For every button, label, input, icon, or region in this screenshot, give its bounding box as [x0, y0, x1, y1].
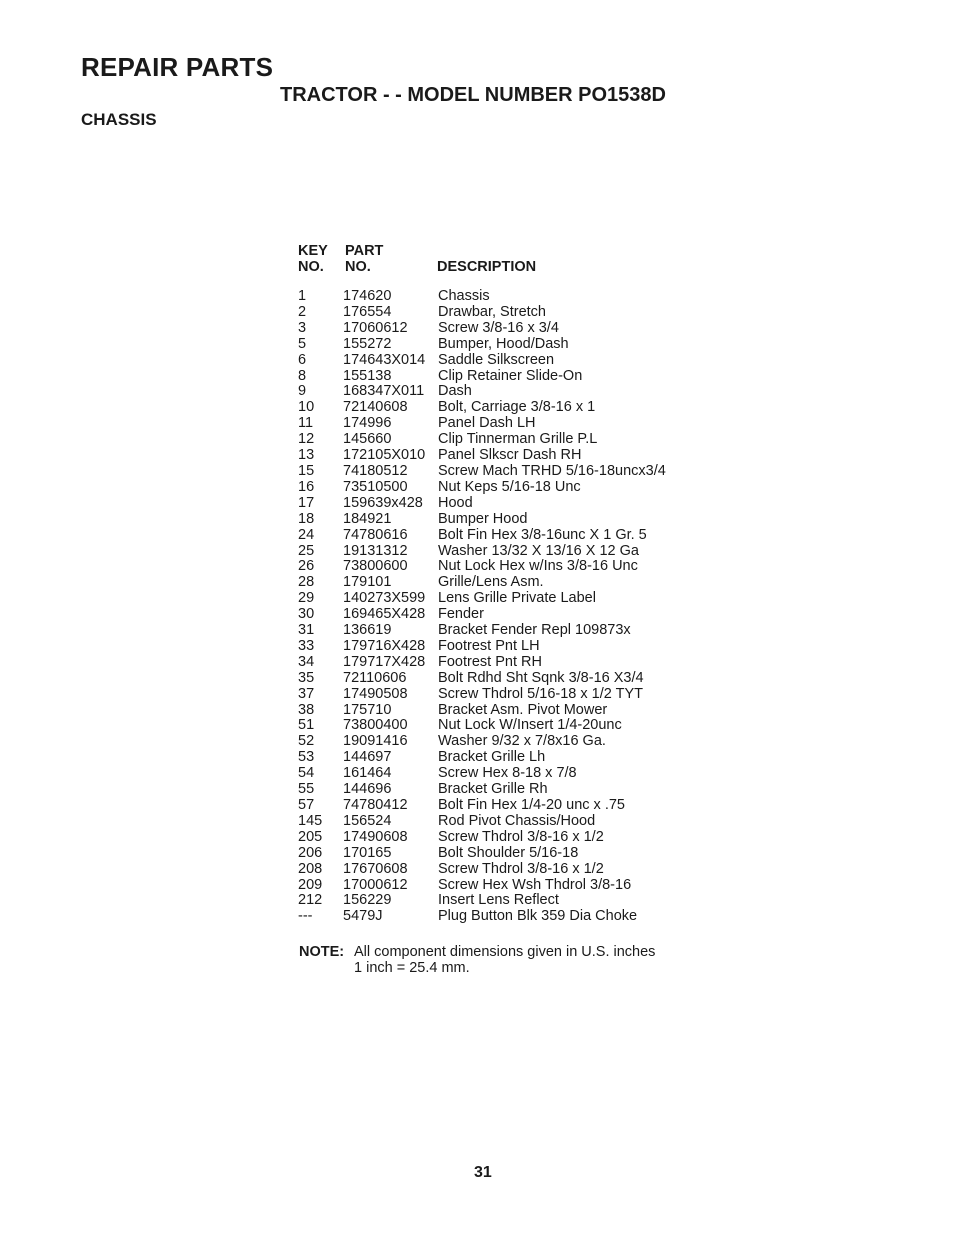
part-description: Bolt Fin Hex 1/4-20 unc x .75 — [438, 797, 625, 813]
part-number: 172105X010 — [343, 447, 426, 464]
part-number: 168347X011 — [343, 383, 425, 400]
key-number: 34 — [298, 653, 315, 670]
key-number: 35 — [298, 669, 315, 686]
key-number: 16 — [298, 478, 315, 495]
key-number: 206 — [298, 844, 323, 861]
key-number: 31 — [298, 622, 315, 639]
part-description: Panel Dash LH — [438, 415, 536, 432]
part-description: Fender — [438, 606, 484, 623]
part-number: 73800600 — [343, 558, 408, 575]
key-number: 25 — [298, 542, 315, 559]
part-description: Bumper, Hood/Dash — [438, 335, 569, 352]
part-number: 19131312 — [343, 542, 408, 559]
part-number: 174996 — [343, 415, 392, 432]
key-number: 8 — [298, 367, 307, 384]
key-number: 5 — [298, 335, 307, 352]
key-number: 212 — [298, 892, 323, 909]
part-number: 170165 — [343, 844, 392, 861]
part-number: 19091416 — [343, 733, 408, 750]
key-number: 208 — [298, 860, 323, 877]
note-label: NOTE: — [299, 944, 345, 960]
key-number: 3 — [298, 319, 307, 336]
part-number: 155272 — [343, 335, 392, 352]
part-number: 179101 — [343, 574, 392, 591]
part-description: Footrest Pnt LH — [438, 637, 540, 654]
part-number: 17670608 — [343, 860, 408, 877]
part-number: 179716X428 — [343, 637, 426, 654]
part-description: Drawbar, Stretch — [438, 303, 546, 320]
part-number: 140273X599 — [343, 590, 426, 607]
key-number: 1 — [298, 288, 307, 304]
section-heading: CHASSIS — [81, 110, 157, 129]
part-description: Screw Hex 8-18 x 7/8 — [438, 765, 577, 782]
part-number: 169465X428 — [343, 606, 426, 623]
key-number: 30 — [298, 606, 315, 623]
part-number: 175710 — [343, 701, 392, 718]
part-description: Dash — [438, 383, 472, 400]
part-description: Footrest Pnt RH — [438, 653, 542, 670]
part-number: 136619 — [343, 622, 392, 639]
part-description: Clip Retainer Slide-On — [438, 367, 583, 384]
part-number: 179717X428 — [343, 653, 426, 670]
part-description: Hood — [438, 494, 473, 511]
part-description: Nut Lock Hex w/Ins 3/8-16 Unc — [438, 558, 638, 575]
part-description: Lens Grille Private Label — [438, 590, 596, 607]
key-number: 2 — [298, 303, 307, 320]
part-number: 174643X014 — [343, 351, 426, 368]
note-line-1: All component dimensions given in U.S. inches — [354, 944, 656, 960]
part-number: 73800400 — [343, 717, 408, 734]
part-description: Plug Button Blk 359 Dia Choke — [438, 908, 638, 925]
part-description: Bolt, Carriage 3/8-16 x 1 — [438, 399, 596, 416]
part-description: Bumper Hood — [438, 510, 528, 527]
key-number: 17 — [298, 494, 315, 511]
key-number: 54 — [298, 765, 315, 782]
part-description: Bracket Grille Lh — [438, 749, 546, 766]
part-number: 155138 — [343, 367, 392, 384]
part-description: Screw Mach TRHD 5/16-18uncx3/4 — [438, 462, 666, 479]
key-number: 12 — [298, 431, 315, 448]
part-description: Saddle Silkscreen — [438, 351, 555, 368]
part-description: Bolt Shoulder 5/16-18 — [438, 844, 579, 861]
part-number: 145660 — [343, 431, 392, 448]
part-number: 184921 — [343, 510, 392, 527]
part-number: 144696 — [343, 781, 392, 798]
part-description: Bracket Asm. Pivot Mower — [438, 701, 608, 718]
part-number: 73510500 — [343, 478, 408, 495]
part-description: Rod Pivot Chassis/Hood — [438, 812, 596, 829]
key-number: 209 — [298, 876, 323, 893]
part-description: Bolt Fin Hex 3/8-16unc X 1 Gr. 5 — [438, 526, 647, 543]
key-number: 37 — [298, 685, 315, 702]
part-number: 72110606 — [343, 669, 407, 686]
key-number: 10 — [298, 399, 315, 416]
part-number: 174620 — [343, 288, 392, 304]
part-description: Bracket Fender Repl 109873x — [438, 622, 631, 639]
part-description: Chassis — [438, 288, 490, 304]
part-description: Panel Slkscr Dash RH — [438, 447, 582, 464]
part-description: Bolt Rdhd Sht Sqnk 3/8-16 X3/4 — [438, 669, 644, 686]
part-description: Washer 13/32 X 13/16 X 12 Ga — [438, 542, 639, 559]
key-number: 11 — [298, 415, 314, 432]
part-number: 144697 — [343, 749, 392, 766]
part-description: Nut Keps 5/16-18 Unc — [438, 478, 581, 495]
part-number: 17490508 — [343, 685, 408, 702]
part-number: 156229 — [343, 892, 392, 909]
page-title: REPAIR PARTS — [81, 52, 274, 82]
key-number: 52 — [298, 733, 315, 750]
part-number: 5479J — [343, 908, 383, 925]
key-number: 15 — [298, 462, 315, 479]
part-number: 176554 — [343, 303, 392, 320]
key-number: --- — [298, 908, 313, 925]
key-number: 6 — [298, 351, 307, 368]
part-description: Screw 3/8-16 x 3/4 — [438, 319, 559, 336]
part-number: 17490608 — [343, 828, 408, 845]
key-number: 26 — [298, 558, 315, 575]
note-line-2: 1 inch = 25.4 mm. — [354, 960, 470, 976]
key-number: 51 — [298, 717, 315, 734]
header-key-line2: NO. — [298, 259, 324, 275]
header-description: DESCRIPTION — [437, 259, 537, 275]
part-number: 72140608 — [343, 399, 408, 416]
part-number: 17060612 — [343, 319, 408, 336]
part-description: Insert Lens Reflect — [438, 892, 559, 909]
key-number: 38 — [298, 701, 315, 718]
page-number: 31 — [474, 1164, 492, 1181]
part-description: Clip Tinnerman Grille P.L — [438, 431, 598, 448]
part-number: 156524 — [343, 812, 392, 829]
key-number: 205 — [298, 828, 323, 845]
key-number: 29 — [298, 590, 315, 607]
part-description: Screw Thdrol 3/8-16 x 1/2 — [438, 828, 604, 845]
part-description: Bracket Grille Rh — [438, 781, 548, 798]
part-number: 74180512 — [343, 462, 408, 479]
key-number: 57 — [298, 797, 315, 813]
part-number: 161464 — [343, 765, 392, 782]
part-description: Grille/Lens Asm. — [438, 574, 544, 591]
key-number: 24 — [298, 526, 315, 543]
key-number: 145 — [298, 812, 323, 829]
model-subtitle: TRACTOR - - MODEL NUMBER PO1538D — [280, 84, 666, 106]
key-number: 28 — [298, 574, 315, 591]
key-number: 9 — [298, 383, 307, 400]
key-number: 55 — [298, 781, 315, 798]
part-number: 159639x428 — [343, 494, 423, 511]
key-number: 18 — [298, 510, 315, 527]
key-number: 53 — [298, 749, 315, 766]
part-number: 74780412 — [343, 797, 408, 813]
header-part-line2: NO. — [345, 259, 371, 275]
key-number: 13 — [298, 447, 315, 464]
header-part-line1: PART — [345, 243, 384, 259]
part-description: Screw Thdrol 3/8-16 x 1/2 — [438, 860, 604, 877]
part-description: Washer 9/32 x 7/8x16 Ga. — [438, 733, 606, 750]
header-key-line1: KEY — [298, 243, 328, 259]
part-description: Nut Lock W/Insert 1/4-20unc — [438, 717, 622, 734]
key-number: 33 — [298, 637, 315, 654]
part-number: 74780616 — [343, 526, 408, 543]
part-description: Screw Hex Wsh Thdrol 3/8-16 — [438, 876, 632, 893]
part-number: 17000612 — [343, 876, 408, 893]
part-description: Screw Thdrol 5/16-18 x 1/2 TYT — [438, 685, 643, 702]
